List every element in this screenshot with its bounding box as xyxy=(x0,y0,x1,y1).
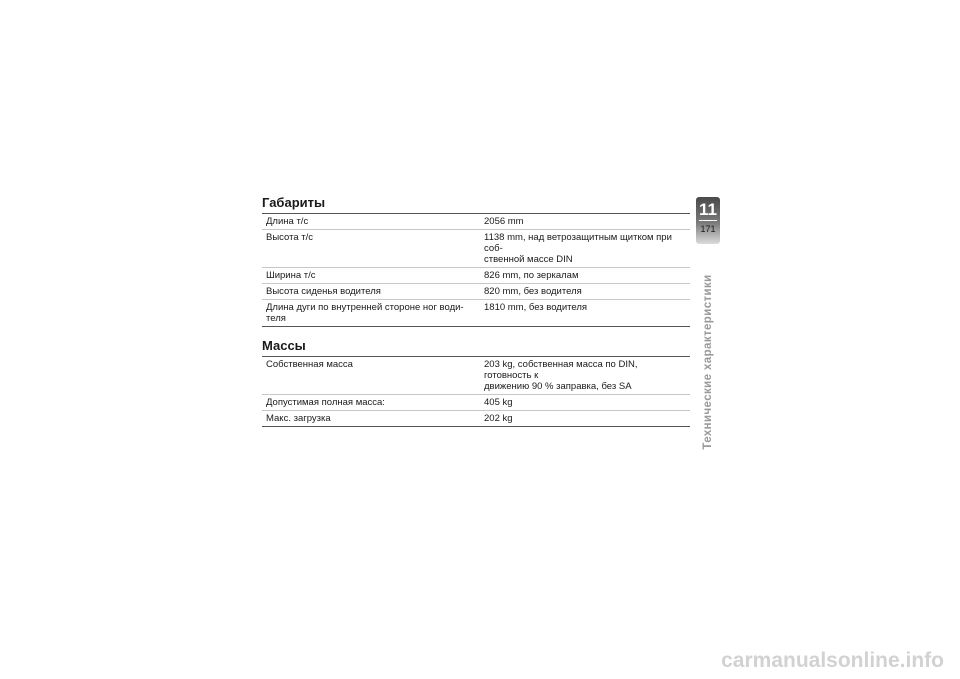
table-row xyxy=(262,395,690,411)
row-value: 1138 mm, над ветрозащитным щитком при соб- ственной массе DIN xyxy=(480,230,690,268)
table-row xyxy=(262,214,690,230)
row-label: Допустимая полная масса: xyxy=(262,395,480,411)
row-label: Высота т/с xyxy=(262,230,480,268)
row-label: Ширина т/с xyxy=(262,268,480,284)
chapter-number: 11 xyxy=(699,200,717,219)
table-row xyxy=(262,411,690,427)
row-label: Собственная масса xyxy=(262,357,480,395)
chapter-side-label: Технические характеристики xyxy=(702,274,714,450)
chapter-tab xyxy=(696,197,720,244)
masses-table xyxy=(262,356,690,427)
table-row xyxy=(262,357,690,395)
row-label: Высота сиденья водителя xyxy=(262,284,480,300)
table-row xyxy=(262,300,690,327)
section-title-dimensions: Габариты xyxy=(262,195,326,210)
row-value: 1810 mm, без водителя xyxy=(484,302,588,313)
table-row xyxy=(262,230,690,268)
chapter-divider xyxy=(699,220,717,221)
row-label: Длина т/с xyxy=(262,214,480,230)
row-value: 826 mm, по зеркалам xyxy=(480,268,690,284)
row-value: 405 kg xyxy=(480,395,690,411)
table-row xyxy=(262,268,690,284)
row-value: 820 mm, без водителя xyxy=(480,284,690,300)
page-number: 171 xyxy=(700,224,716,234)
row-value: 202 kg xyxy=(484,413,513,424)
section-title-masses: Массы xyxy=(262,338,306,353)
row-label: Длина дуги по внутренней стороне ног води- теля xyxy=(266,302,464,324)
row-label: Макс. загрузка xyxy=(266,413,331,424)
row-value: 203 kg, собственная масса по DIN, готовность к движению 90 % заправка, без SA xyxy=(480,357,690,395)
dimensions-table xyxy=(262,213,690,327)
watermark: carmanualsonline.info xyxy=(721,649,944,672)
table-row xyxy=(262,284,690,300)
row-value: 2056 mm xyxy=(480,214,690,230)
spec-content xyxy=(262,193,690,427)
